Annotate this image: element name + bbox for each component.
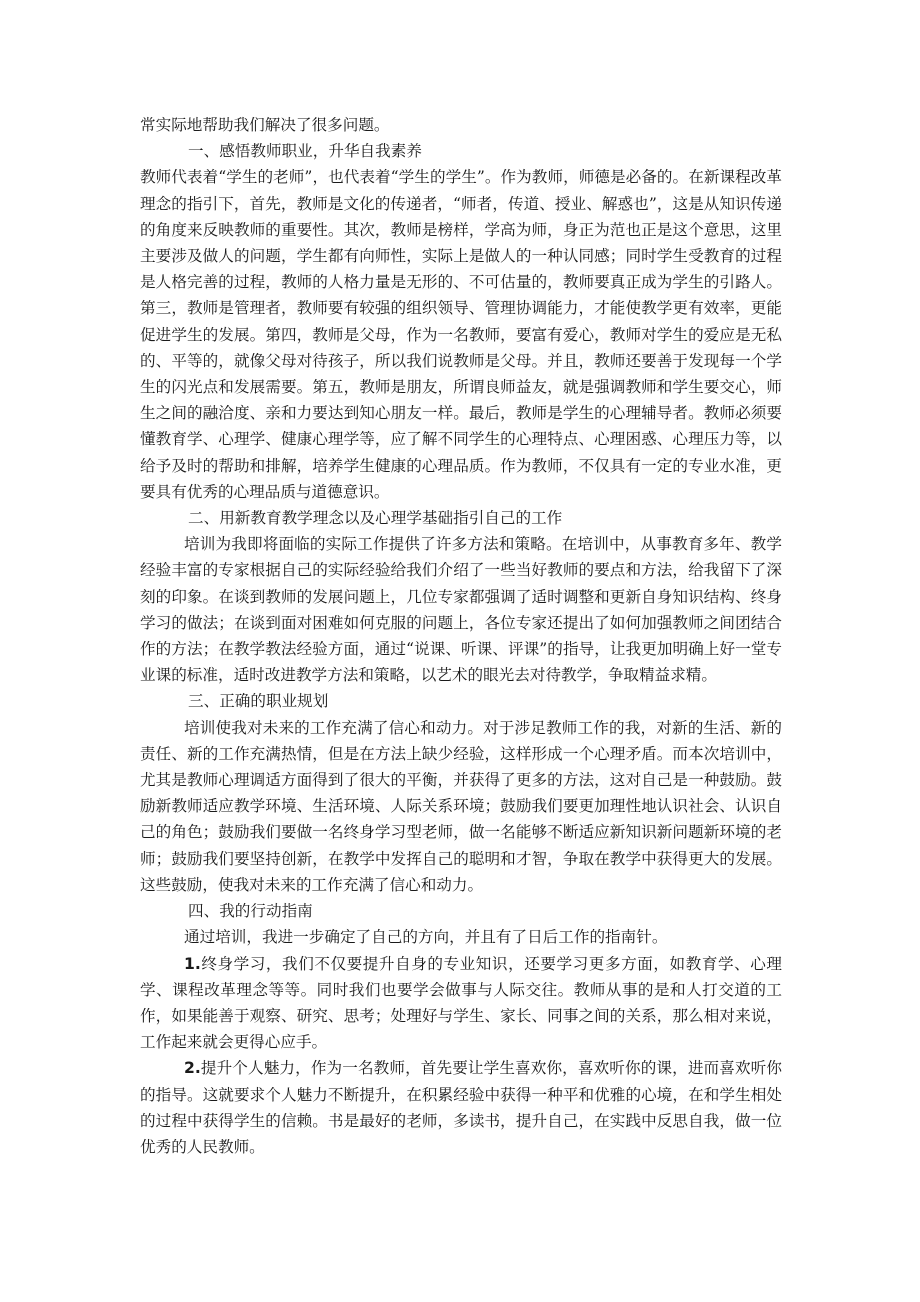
section-heading-3: 三、正确的职业规划 bbox=[188, 692, 329, 711]
document-page bbox=[140, 112, 782, 1160]
item-number-1: 1. bbox=[184, 954, 201, 973]
paragraph-section-4-intro: 通过培训，我进一步确定了自己的方向，并且有了日后工作的指南针。 bbox=[184, 928, 668, 947]
item-text-1: 终身学习，我们不仅要提升自身的专业知识，还要学习更多方面，如教育学、心理学、课程改革理念等等。同时我们也要学会做事与人际交往。教师从事的是和人打交道的工作，如果能善于观察、研究、思考；处理好与学生、家长、同事之间的关系，那么相对来说，工作起来就会更得心应手。 bbox=[140, 954, 782, 1052]
paragraph-section-3: 培训使我对未来的工作充满了信心和动力。对于涉足教师工作的我，对新的生活、新的责任、新的工作充满热情，但是在方法上缺少经验，这样形成一个心理矛盾。而本次培训中，尤其是教师心理调适方面得到了很大的平衡，并获得了更多的方法，这对自己是一种鼓励。鼓励新教师适应教学环境、生活环境、人际关系环境；鼓励我们要更加理性地认识社会、认识自己的角色；鼓励我们要做一名终身学习型老师，做一名能够不断适应新知识新问题新环境的老师；鼓励我们要坚持创新，在教学中发挥自己的聪明和才智，争取在教学中获得更大的发展。这些鼓励，使我对未来的工作充满了信心和动力。 bbox=[140, 718, 782, 894]
numbered-item-1 bbox=[140, 951, 782, 1056]
section-heading-1: 一、感悟教师职业，升华自我素养 bbox=[188, 142, 422, 161]
section-heading-2: 二、用新教育教学理念以及心理学基础指引自己的工作 bbox=[188, 509, 563, 528]
paragraph-intro-continuation: 常实际地帮助我们解决了很多问题。 bbox=[140, 116, 390, 134]
paragraph-section-1: 教师代表着“学生的老师”，也代表着“学生的学生”。作为教师，师德是必备的。在新课程改革理念的指引下，首先，教师是文化的传递者，“师者，传道、授业、解惑也”，这是从知识传递的角度来反映教师的重要性。其次，教师是榜样，学高为师，身正为范也正是这个意思，这里主要涉及做人的问题，学生都有向师性，实际上是做人的一种认同感；同时学生受教育的过程是人格完善的过程，教师的人格力量是无形的、不可估量的，教师要真正成为学生的引路人。第三，教师是管理者，教师要有较强的组织领导、管理协调能力，才能使教学更有效率，更能促进学生的发展。第四，教师是父母，作为一名教师，要富有爱心，教师对学生的爱应是无私的、平等的，就像父母对待孩子，所以我们说教师是父母。并且，教师还要善于发现每一个学生的闪光点和发展需要。第五，教师是朋友，所谓良师益友，就是强调教师和学生要交心，师生之间的融洽度、亲和力要达到知心朋友一样。最后，教师是学生的心理辅导者。教师必须要懂教育学、心理学、健康心理学等，应了解不同学生的心理特点、心理困惑、心理压力等，以给予及时的帮助和排解，培养学生健康的心理品质。作为教师，不仅具有一定的专业水准，更要具有优秀的心理品质与道德意识。 bbox=[140, 168, 782, 501]
item-text-2: 提升个人魅力，作为一名教师，首先要让学生喜欢你，喜欢听你的课，进而喜欢听你的指导。这就要求个人魅力不断提升，在积累经验中获得一种平和优雅的心境，在和学生相处的过程中获得学生的信赖。书是最好的老师，多读书，提升自己，在实践中反思自我，做一位优秀的人民教师。 bbox=[140, 1059, 782, 1156]
paragraph-section-2: 培训为我即将面临的实际工作提供了许多方法和策略。在培训中，从事教育多年、教学经验丰富的专家根据自己的实际经验给我们介绍了一些当好教师的要点和方法，给我留下了深刻的印象。在谈到教师的发展问题上，几位专家都强调了适时调整和更新自身知识结构、终身学习的做法；在谈到面对困难如何克服的问题上，各位专家还提出了如何加强教师之间团结合作的方法；在教学教法经验方面，通过“说课、听课、评课”的指导，让我更加明确上好一堂专业课的标准，适时改进教学方法和策略，以艺术的眼光去对待教学，争取精益求精。 bbox=[140, 535, 782, 685]
item-number-2: 2. bbox=[184, 1059, 201, 1078]
numbered-item-2 bbox=[140, 1055, 782, 1160]
section-heading-4: 四、我的行动指南 bbox=[188, 902, 313, 921]
